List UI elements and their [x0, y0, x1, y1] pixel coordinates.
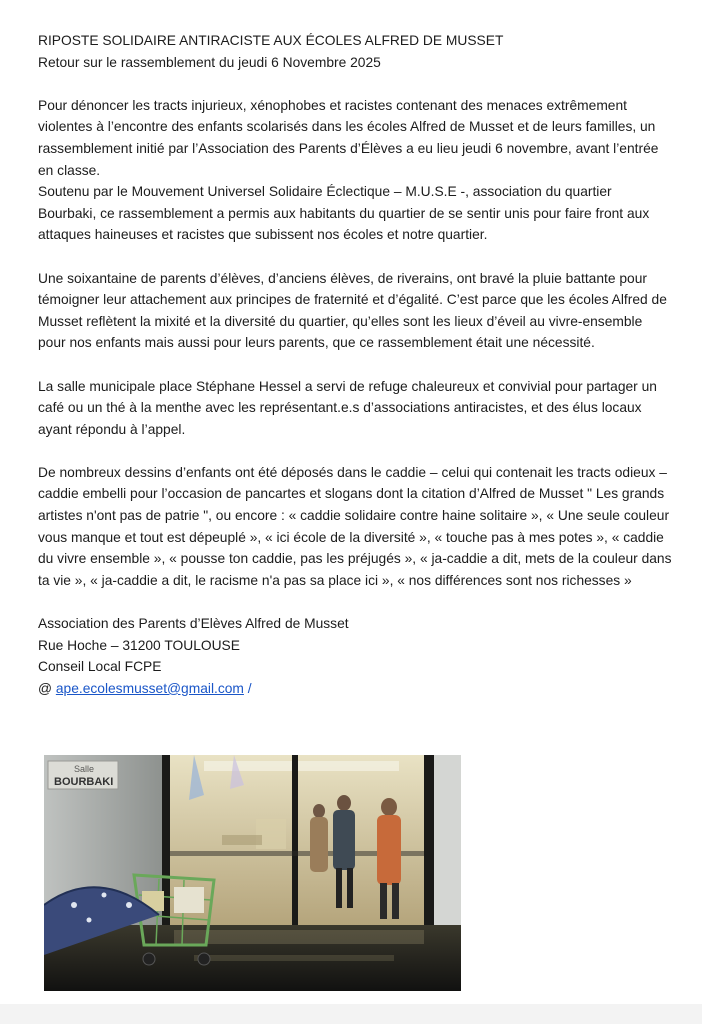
signature-org: Association des Parents d’Elèves Alfred de Musset — [38, 616, 349, 632]
paragraph-4: La salle municipale place Stéphane Hessel a servi de refuge chaleureux et convivial pour partager un café ou un thé à la menthe avec les représentant.e.s d’associations antiracistes, et des élus locaux ayant répondu à l’appel. — [38, 378, 657, 437]
gathering-photo — [44, 755, 461, 991]
document-subtitle: Retour sur le rassemblement du jeudi 6 Novembre 2025 — [38, 54, 381, 70]
paragraph-2: Soutenu par le Mouvement Universel Solidaire Éclectique – M.U.S.E -, association du quartier Bourbaki, ce rassemblement a permis aux habitants du quartier de se sentir unis pour faire front aux attaques haineuses et racistes que subissent nos écoles et notre quartier. — [38, 184, 650, 243]
email-link[interactable]: ape.ecolesmusset@gmail.com — [55, 680, 244, 696]
paragraph-1: Pour dénoncer les tracts injurieux, xénophobes et racistes contenant des menaces extrêmement violentes à l’encontre des enfants scolarisés dans les écoles Alfred de Musset et de leurs familles, un rassemblement initié par l’Association des Parents d’Élèves a eu lieu jeudi 6 novembre, avant l’entrée en classe. — [38, 97, 659, 178]
email-suffix: / — [243, 680, 252, 696]
email-prefix: @ — [38, 680, 56, 696]
page-bottom-band — [0, 1004, 702, 1024]
document-title: RIPOSTE SOLIDAIRE ANTIRACISTE AUX ÉCOLES ALFRED DE MUSSET — [38, 33, 504, 48]
sign-line-1: Salle — [74, 764, 95, 774]
paragraph-3: Une soixantaine de parents d’élèves, d’anciens élèves, de riverains, ont bravé la pluie battante pour témoigner leur attachement aux principes de fraternité et d’égalité. C’est parce que les écoles Alfred de Musset reflètent la mixité et la diversité du quartier, qu’elles sont les lieux d’éveil au vivre-ensemble pour nos enfants mais aussi pour leurs parents, que ce rassemblement était une nécessité. — [38, 270, 667, 351]
signature-address: Rue Hoche – 31200 TOULOUSE — [38, 637, 240, 653]
signature-council: Conseil Local FCPE — [38, 659, 162, 675]
signature-email-line — [38, 678, 672, 700]
photo-illustration — [44, 755, 461, 991]
sign-line-2: BOURBAKI — [54, 776, 114, 788]
paragraph-5: De nombreux dessins d’enfants ont été déposés dans le caddie – celui qui contenait les tracts odieux – caddie embelli pour l’occasion de pancartes et slogans dont la citation d’Alfred de Musset " Les grands artistes n'ont pas de patrie ", ou encore : « caddie solidaire contre haine solitaire », « Une seule couleur vous manque et tout est dépeuplé », « ici école de la diversité », « touche pas à mes potes », « caddie du vivre ensemble », « pousse ton caddie, pas les préjugés », « ja-caddie a dit, mets de la couleur dans ta vie », « ja-caddie a dit, le racisme n'a pas sa place ici », « nos différences sont nos richesses » — [38, 464, 672, 588]
